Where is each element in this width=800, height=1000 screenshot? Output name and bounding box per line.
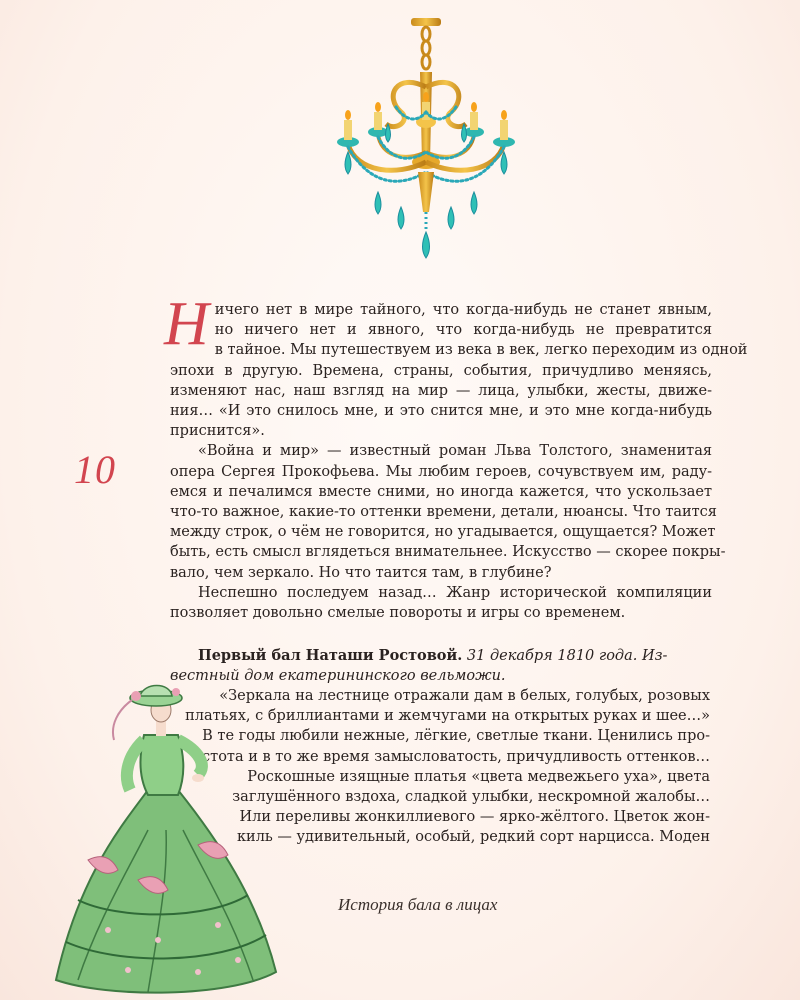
text-line: опера Сергея Прокофьева. Мы любим героев, сочувствуем им, раду- <box>170 463 712 480</box>
paragraph-war-and-peace <box>170 441 726 582</box>
text-line: «Война и мир» — известный роман Льва Толстого, знаменитая <box>198 443 712 460</box>
text-line: стота и в то же время замысловатость, причудливость оттенков… <box>202 748 710 765</box>
section-subtitle: вестный дом екатерининского вельможи. <box>170 668 506 685</box>
text-line: заглушённого вздоха, сладкой улыбки, нескромной жалобы… <box>232 789 710 806</box>
intro-text <box>164 290 748 623</box>
text-line: приснится». <box>170 423 265 440</box>
text-line: изменяют нас, наш взгляд на мир — лица, улыбки, жесты, движе- <box>170 382 712 399</box>
text-line: быть, есть смысл вглядеться внимательнее. Искусство — скорее покры- <box>170 544 726 561</box>
text-line: в тайное. Мы путешествуем из века в век, легко переходим из одной <box>214 342 748 359</box>
intro-paragraph <box>164 290 748 441</box>
text-line: вало, чем зеркало. Но что таится там, в глубине? <box>170 564 552 581</box>
text-line: ния… «И это снилось мне, и это снится мне, и это мне когда-нибудь <box>170 403 712 420</box>
section-date: 31 декабря 1810 года <box>466 648 633 664</box>
text-line: Роскошные изящные платья «цвета медвежьего уха», цвета <box>247 768 710 785</box>
section-title-rest: . Из- <box>632 648 668 664</box>
text-line: киль — удивительный, особый, редкий сорт нарцисса. Моден <box>236 829 710 846</box>
lady-in-green-dress-illustration <box>48 680 283 998</box>
text-line: Неспешно последуем назад… Жанр исторической компиляции <box>198 584 712 601</box>
section-title: Первый бал Наташи Ростовой. <box>198 647 463 664</box>
paragraph-compilation <box>170 583 712 623</box>
text-line: но ничего нет и явного, что когда-нибудь не превратится <box>214 322 712 339</box>
text-line: между строк, о чём не говорится, но угадывается, ощущается? Может <box>170 524 716 541</box>
section-title-line <box>170 646 712 666</box>
page-caption: История бала в лицах <box>338 895 498 914</box>
text-line: Или переливы жонкиллиевого — ярко-жёлтого. Цветок жон- <box>239 809 710 826</box>
text-line: В те годы любили нежные, лёгкие, светлые ткани. Ценились про- <box>202 728 710 745</box>
text-line: ичего нет в мире тайного, что когда-нибудь не станет явным, <box>214 302 712 318</box>
page-number: 10 <box>74 447 116 492</box>
text-line: платьях, с бриллиантами и жемчугами на открытых руках и шее…» <box>185 708 710 725</box>
text-line: «Зеркала на лестнице отражали дам в белых, голубых, розовых <box>219 688 710 704</box>
drop-cap: Н <box>164 290 209 358</box>
text-line: эпохи в другую. Времена, страны, события, причудливо меняясь, <box>170 362 712 379</box>
text-line: что-то важное, какие-то оттенки времени, детали, нюансы. Что таится <box>170 504 717 521</box>
chandelier-illustration <box>326 12 526 272</box>
text-line: позволяет довольно смелые повороты и игры со временем. <box>170 605 626 622</box>
text-line: емся и печалимся вместе сними, но иногда кажется, что ускользает <box>170 483 712 500</box>
